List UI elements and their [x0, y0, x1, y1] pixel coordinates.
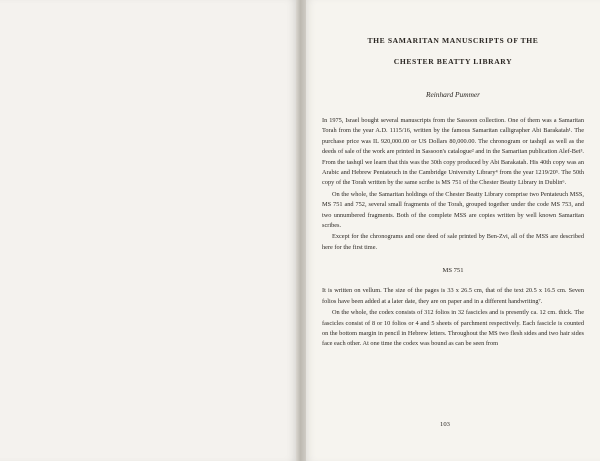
page-content: [322, 36, 584, 350]
left-page-blank: [0, 0, 296, 461]
book-gutter: [296, 0, 306, 461]
paragraph-vellum: It is written on vellum. The size of the pages is 33 x 26.5 cm, that of the text 20.5 x 16.5 cm. Seven folios have been added at a later date, they are on paper and in a different handwriting⁷.: [322, 287, 584, 305]
page-number: 103: [440, 421, 450, 428]
paragraph-codex: On the whole, the codex consists of 312 folios in 32 fascicles and is presently ca. 12 cm. thick. The fascicles consist of 8 or 10 folios or 4 and 5 sheets of parchment respectively. Each fascicle is counted on the bottom margin in pencil in Hebrew letters. Throughout the MS two flesh sides and two hair sides face each other. At one time the codex was bound as can be seen from: [322, 309, 584, 348]
article-title-line-2: CHESTER BEATTY LIBRARY: [393, 57, 513, 66]
article-title-line-1: THE SAMARITAN MANUSCRIPTS OF THE: [367, 36, 539, 45]
right-page: [306, 0, 600, 461]
article-author: Reinhard Pummer: [425, 90, 481, 99]
paragraph-holdings: On the whole, the Samaritan holdings of the Chester Beatty Library comprise two Pentateuch MSS, MS 751 and 752, several small fragments of the Torah, grouped together under the code MS 753, and two unnumbered fragments. Both of the complete MSS are copies written by well known Samaritan scribes.: [322, 190, 584, 230]
paragraph-exceptions: Except for the chronograms and one deed of sale printed by Ben-Zvi, all of the MSS are described here for the first time.: [322, 233, 584, 251]
paragraph-intro: In 1975, Israel bought several manuscripts from the Sassoon collection. One of them was a Samaritan Torah from the year A.D. 1115/16, written by the famous Samaritan calligrapher Abi Barakatah¹. The purchase price was IL 920,000.00 or US Dollars 80,000.00. The chronogram or tashqil as well as the deeds of sale of the work are printed in Sassoon's catalogue² and in the Samaritan publication Alef-Bet³. From the tashqil we learn that this was the 30th copy produced by Abi Barakatah. His 40th copy was an Arabic and Hebrew Pentateuch in the Cambridge University Library⁴ from the year 1219/20⁵. The 50th copy of the Torah written by the same scribe is MS 751 of the Chester Beatty Library in Dublin⁶.: [322, 117, 584, 187]
section-heading-ms-751: MS 751: [442, 267, 464, 275]
